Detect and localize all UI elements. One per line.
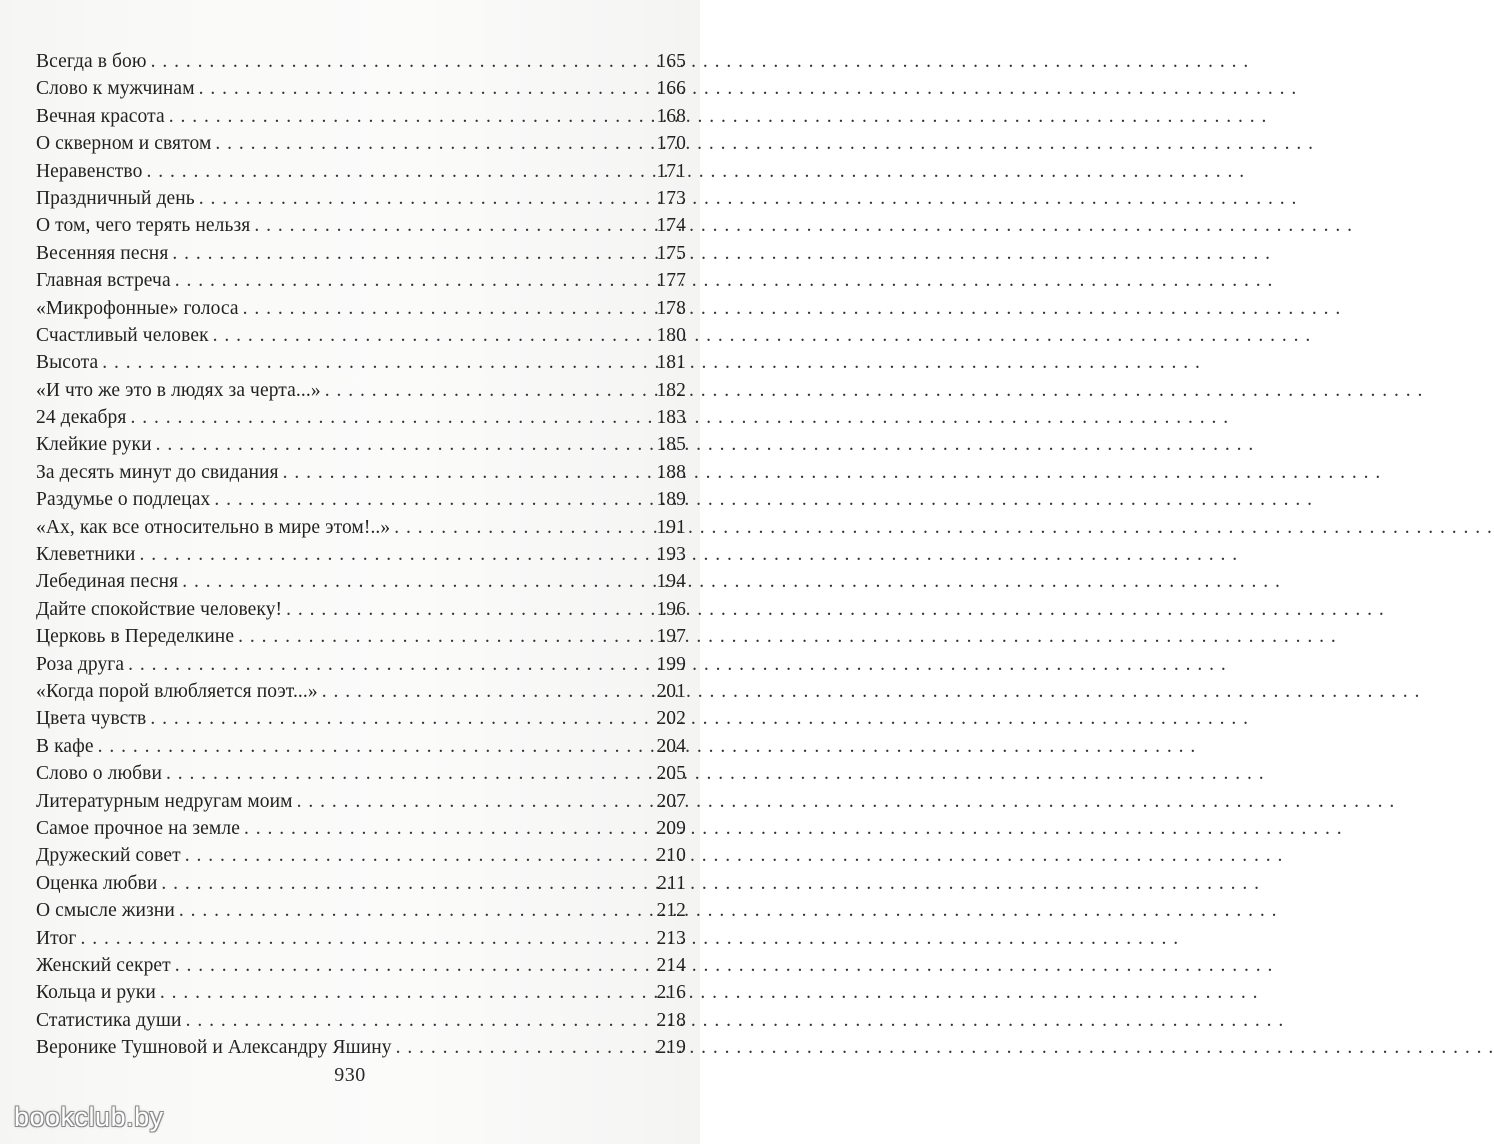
- dot-leader: [279, 459, 650, 486]
- toc-entry: [36, 130, 686, 157]
- table-of-contents: [36, 48, 686, 1061]
- book-page: [0, 0, 700, 1144]
- dot-leader: [181, 842, 650, 869]
- toc-entry-page: 209: [656, 817, 686, 839]
- toc-entry-page: 219: [656, 1037, 686, 1059]
- toc-entry: [36, 705, 686, 732]
- toc-entry-title: «Микрофонные» голоса: [36, 297, 239, 319]
- toc-entry-title: О том, чего терять нельзя: [36, 215, 251, 237]
- toc-entry-page: 205: [656, 763, 686, 785]
- toc-entry-title: Неравенство: [36, 160, 143, 182]
- toc-entry-title: Праздничный день: [36, 187, 195, 209]
- toc-entry-page: 213: [656, 927, 686, 949]
- toc-entry: [36, 815, 686, 842]
- toc-entry: [36, 870, 686, 897]
- toc-entry-title: Оценка любви: [36, 872, 158, 894]
- toc-entry-title: «И что же это в людях за черта...»: [36, 379, 321, 401]
- toc-entry: [36, 623, 686, 650]
- toc-entry-page: 183: [656, 407, 686, 429]
- toc-entry: [36, 103, 686, 130]
- dot-leader: [171, 267, 650, 294]
- toc-entry-page: 194: [656, 571, 686, 593]
- dot-leader: [77, 925, 651, 952]
- dot-leader: [234, 623, 650, 650]
- toc-entry: [36, 678, 686, 705]
- dot-leader: [135, 541, 650, 568]
- toc-entry: [36, 568, 686, 595]
- toc-entry-title: Лебединая песня: [36, 571, 179, 593]
- dot-leader: [94, 733, 650, 760]
- dot-leader: [156, 979, 650, 1006]
- toc-entry: [36, 596, 686, 623]
- toc-entry: [36, 733, 686, 760]
- toc-entry-page: 166: [656, 78, 686, 100]
- toc-entry-title: Итог: [36, 927, 77, 949]
- dot-leader: [157, 870, 650, 897]
- dot-leader: [210, 486, 650, 513]
- dot-leader: [209, 322, 650, 349]
- toc-entry: [36, 295, 686, 322]
- toc-entry: [36, 541, 686, 568]
- dot-leader: [175, 897, 650, 924]
- dot-leader: [142, 158, 650, 185]
- toc-entry: [36, 185, 686, 212]
- toc-entry: [36, 377, 686, 404]
- toc-entry-title: О смысле жизни: [36, 900, 175, 922]
- toc-entry-title: «Когда порой влюбляется поэт...»: [36, 680, 318, 702]
- toc-entry: [36, 1007, 686, 1034]
- toc-entry-page: 180: [656, 324, 686, 346]
- toc-entry-page: 181: [656, 352, 686, 374]
- toc-entry-page: 191: [656, 516, 686, 538]
- toc-entry-page: 201: [656, 680, 686, 702]
- toc-entry: [36, 842, 686, 869]
- toc-entry: [36, 158, 686, 185]
- toc-entry-page: 189: [656, 489, 686, 511]
- toc-entry-page: 218: [656, 1009, 686, 1031]
- toc-entry-page: 173: [656, 187, 686, 209]
- toc-entry-title: Всегда в бою: [36, 51, 147, 72]
- dot-leader: [168, 240, 650, 267]
- toc-entry-page: 193: [656, 544, 686, 566]
- toc-entry-page: 182: [656, 379, 686, 401]
- toc-entry: [36, 651, 686, 678]
- dot-leader: [321, 377, 650, 404]
- toc-entry-title: Роза друга: [36, 653, 125, 675]
- toc-entry-page: 210: [656, 845, 686, 867]
- toc-entry-page: 188: [656, 461, 686, 483]
- toc-entry: [36, 75, 686, 102]
- toc-entry-title: Статистика души: [36, 1009, 182, 1031]
- toc-entry: [36, 925, 686, 952]
- toc-entry-title: Дружеский совет: [36, 845, 181, 867]
- toc-entry-page: 202: [656, 708, 686, 730]
- toc-entry: [36, 48, 686, 75]
- dot-leader: [293, 788, 650, 815]
- toc-entry-title: Литературным недругам моим: [36, 790, 293, 812]
- toc-entry-title: Цвета чувств: [36, 708, 147, 730]
- toc-entry: [36, 952, 686, 979]
- toc-entry: [36, 349, 686, 376]
- page-number: 930: [334, 1064, 366, 1086]
- toc-entry: [36, 979, 686, 1006]
- toc-entry-title: Весенняя песня: [36, 242, 169, 264]
- toc-entry-title: Высота: [36, 352, 99, 374]
- dot-leader: [392, 1034, 650, 1061]
- toc-entry-page: 214: [656, 954, 686, 976]
- dot-leader: [390, 514, 650, 541]
- toc-entry-page: 178: [656, 297, 686, 319]
- toc-entry: [36, 459, 686, 486]
- dot-leader: [239, 295, 650, 322]
- toc-entry-page: 196: [656, 598, 686, 620]
- toc-entry-page: 211: [657, 872, 686, 894]
- toc-entry-title: Главная встреча: [36, 270, 171, 292]
- toc-entry: [36, 240, 686, 267]
- dot-leader: [152, 431, 650, 458]
- toc-entry-page: 197: [656, 626, 686, 648]
- toc-entry-page: 199: [656, 653, 686, 675]
- toc-entry-title: Клеветники: [36, 544, 136, 566]
- toc-entry: [36, 322, 686, 349]
- dot-leader: [195, 75, 650, 102]
- toc-entry-title: «Ах, как все относительно в мире этом!..»: [36, 516, 391, 538]
- toc-entry-title: За десять минут до свидания: [36, 461, 279, 483]
- dot-leader: [182, 1007, 650, 1034]
- toc-entry-title: Церковь в Переделкине: [36, 626, 235, 648]
- dot-leader: [147, 48, 650, 75]
- toc-entry-title: 24 декабря: [36, 407, 127, 429]
- dot-leader: [171, 952, 650, 979]
- toc-entry-page: 204: [656, 735, 686, 757]
- toc-entry: [36, 788, 686, 815]
- toc-entry-title: Слово о любви: [36, 763, 162, 785]
- toc-entry-page: 174: [656, 215, 686, 237]
- dot-leader: [165, 103, 650, 130]
- toc-entry-title: Самое прочное на земле: [36, 817, 240, 839]
- toc-entry-page: 185: [656, 434, 686, 456]
- dot-leader: [240, 815, 650, 842]
- toc-entry-title: Раздумье о подлецах: [36, 489, 211, 511]
- toc-entry-title: Дайте спокойствие человеку!: [36, 598, 283, 620]
- toc-entry-page: 168: [656, 105, 686, 127]
- toc-entry-title: О скверном и святом: [36, 133, 212, 155]
- dot-leader: [98, 349, 650, 376]
- dot-leader: [250, 212, 650, 239]
- toc-entry-title: Женский секрет: [36, 954, 171, 976]
- toc-entry-page: 175: [656, 242, 686, 264]
- toc-entry-title: Веронике Тушновой и Александру Яшину: [36, 1037, 392, 1059]
- toc-entry-page: 216: [656, 982, 686, 1004]
- dot-leader: [126, 404, 650, 431]
- dot-leader: [195, 185, 650, 212]
- toc-entry: [36, 212, 686, 239]
- dot-leader: [282, 596, 650, 623]
- toc-entry-title: Вечная красота: [36, 105, 165, 127]
- toc-entry: [36, 486, 686, 513]
- toc-entry-title: В кафе: [36, 735, 94, 757]
- toc-entry-title: Кольца и руки: [36, 982, 156, 1004]
- toc-entry-page: 165: [656, 51, 686, 72]
- dot-leader: [318, 678, 650, 705]
- toc-entry: [36, 760, 686, 787]
- toc-entry-page: 212: [656, 900, 686, 922]
- dot-leader: [178, 568, 650, 595]
- toc-entry: [36, 897, 686, 924]
- toc-entry-page: 170: [656, 133, 686, 155]
- toc-entry: [36, 1034, 686, 1061]
- toc-entry: [36, 267, 686, 294]
- dot-leader: [162, 760, 650, 787]
- dot-leader: [146, 705, 650, 732]
- toc-entry-title: Счастливый человек: [36, 324, 209, 346]
- watermark: bookclub.by: [14, 1102, 164, 1132]
- toc-entry: [36, 431, 686, 458]
- toc-entry-page: 207: [656, 790, 686, 812]
- dot-leader: [124, 651, 650, 678]
- toc-entry-title: Слово к мужчинам: [36, 78, 195, 100]
- toc-entry-page: 171: [656, 160, 686, 182]
- toc-entry: [36, 514, 686, 541]
- toc-entry-title: Клейкие руки: [36, 434, 152, 456]
- toc-entry: [36, 404, 686, 431]
- toc-entry-page: 177: [656, 270, 686, 292]
- dot-leader: [211, 130, 650, 157]
